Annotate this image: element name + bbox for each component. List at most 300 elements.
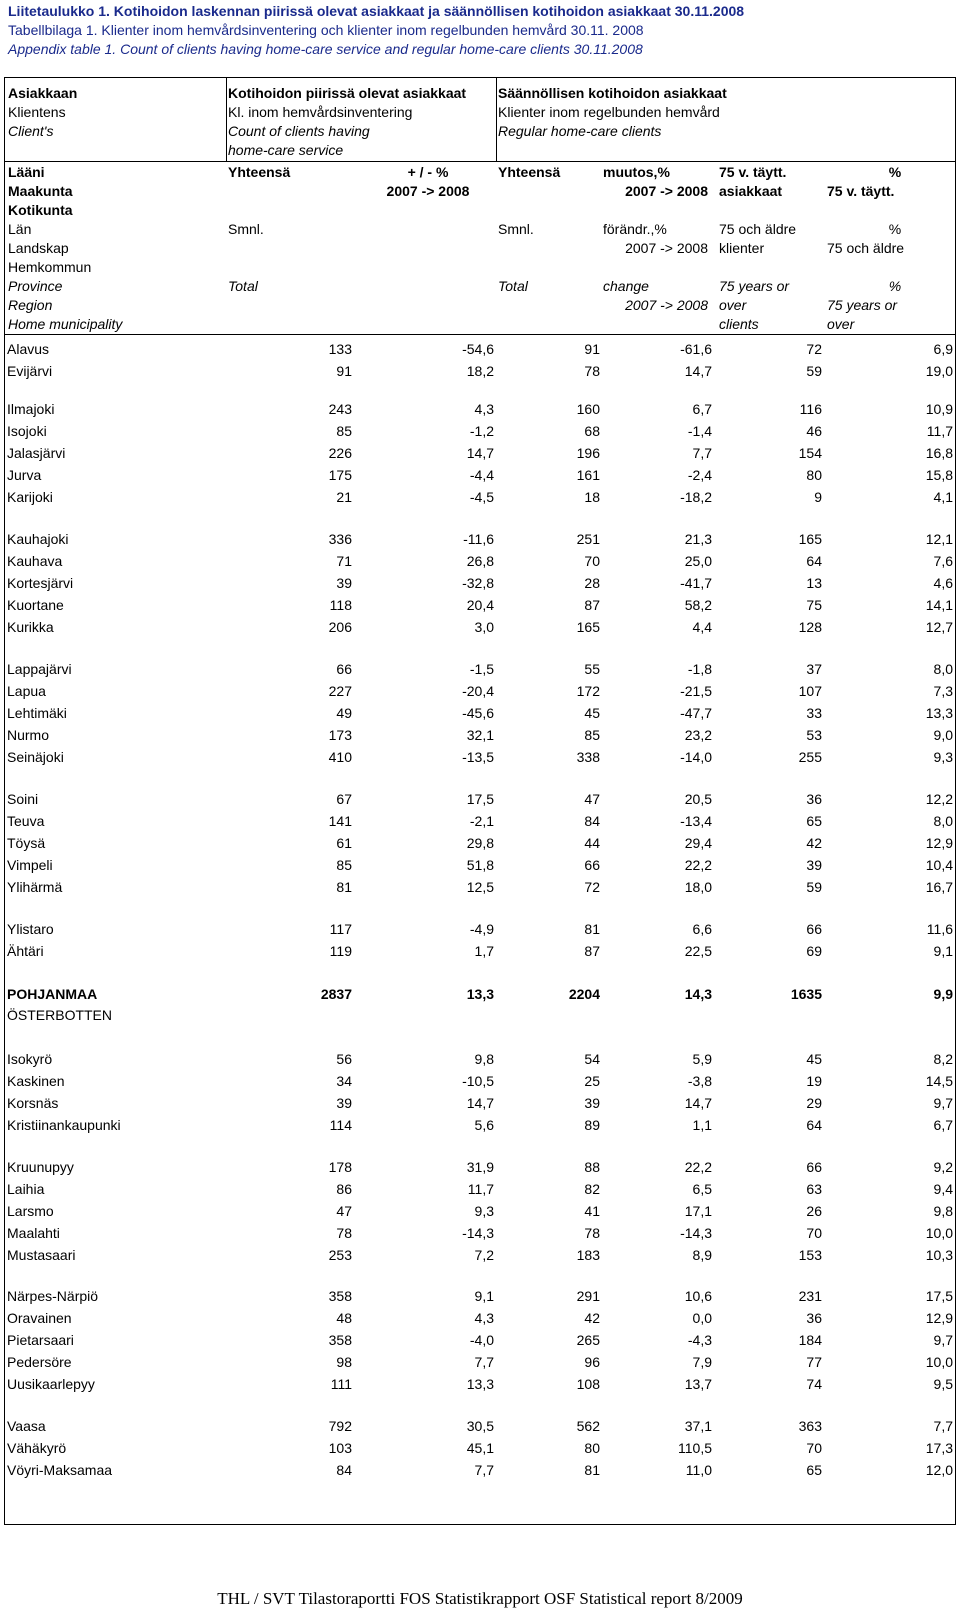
cell-over75-clients: 26 bbox=[806, 1203, 822, 1219]
cell-total-clients: 81 bbox=[336, 879, 352, 895]
cell-over75-clients: 65 bbox=[806, 813, 822, 829]
header-change2-fi1: muutos,% bbox=[603, 164, 670, 180]
municipality-name: Isokyrö bbox=[7, 1051, 53, 1067]
cell-change-pct: 11,7 bbox=[467, 1181, 494, 1197]
header-change2-en2: 2007 -> 2008 bbox=[625, 297, 708, 313]
cell-regular-change-pct: 25,0 bbox=[684, 553, 712, 569]
cell-regular-change-pct: 6,6 bbox=[692, 921, 712, 937]
cell-regular-total: 196 bbox=[576, 445, 600, 461]
title-finnish: Liitetaulukko 1. Kotihoidon laskennan piirissä olevat asiakkaat ja säännöllisen kotihoidon asiakkaat 30.11.2008 bbox=[8, 3, 745, 19]
header-total-en: Total bbox=[228, 278, 258, 294]
cell-change-pct: -4,4 bbox=[469, 467, 494, 483]
cell-regular-total: 45 bbox=[584, 705, 600, 721]
municipality-name: Isojoki bbox=[7, 423, 47, 439]
cell-change-pct: 4,3 bbox=[474, 1310, 494, 1326]
cell-over75-clients: 128 bbox=[798, 619, 822, 635]
header-change1-fi1: + / - % bbox=[407, 164, 449, 180]
title-english: Appendix table 1. Count of clients having home-care service and regular home-care clients 30.11.2008 bbox=[8, 41, 643, 57]
municipality-name: Korsnäs bbox=[7, 1095, 59, 1111]
table-row bbox=[4, 854, 956, 876]
header-change2-en1: change bbox=[603, 278, 649, 294]
cell-change-pct: -13,5 bbox=[462, 749, 494, 765]
cell-regular-change-pct: 5,9 bbox=[692, 1051, 712, 1067]
header-change1-fi2: 2007 -> 2008 bbox=[386, 183, 470, 199]
table-row bbox=[4, 1459, 956, 1481]
cell-regular-total: 338 bbox=[576, 749, 600, 765]
cell-regular-total: 47 bbox=[584, 791, 600, 807]
cell-regular-total: 96 bbox=[584, 1354, 600, 1370]
cell-over75-pct: 11,6 bbox=[926, 921, 953, 937]
cell-change-pct: -54,6 bbox=[462, 341, 494, 357]
cell-total-clients: 84 bbox=[336, 1462, 352, 1478]
cell-change-pct: 7,2 bbox=[474, 1247, 494, 1263]
cell-regular-total: 78 bbox=[584, 1225, 600, 1241]
cell-total-clients: 175 bbox=[328, 467, 352, 483]
cell-change-pct: 30,5 bbox=[466, 1418, 494, 1434]
cell-change-pct: 12,5 bbox=[466, 879, 494, 895]
title-swedish: Tabellbilaga 1. Klienter inom hemvårdsinventering och klienter inom regelbunden hemvård 30.11. 2008 bbox=[8, 22, 644, 38]
column-divider-1 bbox=[226, 77, 227, 161]
municipality-name: Uusikaarlepyy bbox=[7, 1376, 95, 1392]
cell-total-clients: 358 bbox=[328, 1332, 352, 1348]
header-over75-sv2: klienter bbox=[719, 240, 765, 256]
table-row bbox=[4, 572, 956, 594]
municipality-name: Ilmajoki bbox=[7, 401, 55, 417]
cell-regular-total: 87 bbox=[584, 597, 600, 613]
table-row bbox=[4, 1437, 956, 1459]
table-row bbox=[4, 360, 956, 382]
cell-over75-clients: 36 bbox=[806, 1310, 822, 1326]
cell-total-clients: 206 bbox=[328, 619, 352, 635]
cell-regular-change-pct: 37,1 bbox=[684, 1418, 712, 1434]
cell-regular-total: 68 bbox=[584, 423, 600, 439]
cell-regular-total: 89 bbox=[584, 1117, 600, 1133]
cell-over75-clients: 59 bbox=[806, 879, 822, 895]
cell-change-pct: 18,2 bbox=[466, 363, 494, 379]
cell-over75-pct: 8,2 bbox=[933, 1051, 953, 1067]
cell-over75-clients: 363 bbox=[798, 1418, 822, 1434]
municipality-name: Teuva bbox=[7, 813, 45, 829]
cell-regular-total: 183 bbox=[576, 1247, 600, 1263]
cell-over75-pct: 9,4 bbox=[933, 1181, 953, 1197]
cell-change-pct: -1,2 bbox=[469, 423, 494, 439]
cell-over75-pct: 7,3 bbox=[933, 683, 953, 699]
table-row bbox=[4, 724, 956, 746]
cell-regular-change-pct: -18,2 bbox=[680, 489, 712, 505]
header-over75-en3: clients bbox=[719, 316, 759, 332]
cell-regular-total: 44 bbox=[584, 835, 600, 851]
cell-regular-change-pct: 1,1 bbox=[692, 1117, 712, 1133]
cell-over75-clients: 154 bbox=[798, 445, 822, 461]
cell-over75-clients: 74 bbox=[806, 1376, 822, 1392]
cell-regular-change-pct: -41,7 bbox=[680, 575, 712, 591]
municipality-name: Jalasjärvi bbox=[7, 445, 66, 461]
cell-over75-pct: 17,3 bbox=[925, 1440, 953, 1456]
cell-over75-clients: 64 bbox=[806, 1117, 822, 1133]
cell-over75-clients: 9 bbox=[814, 489, 822, 505]
header-group2-fi: Säännöllisen kotihoidon asiakkaat bbox=[498, 85, 727, 101]
cell-change-pct: -45,6 bbox=[462, 705, 494, 721]
cell-over75-clients: 165 bbox=[798, 531, 822, 547]
cell-regular-change-pct: 4,4 bbox=[692, 619, 712, 635]
table-row bbox=[4, 528, 956, 550]
cell-regular-total: 72 bbox=[584, 879, 600, 895]
cell-over75-clients: 45 bbox=[806, 1051, 822, 1067]
municipality-name: Karijoki bbox=[7, 489, 53, 505]
municipality-name: Maalahti bbox=[7, 1225, 60, 1241]
header-level-sv1: Län bbox=[8, 221, 32, 237]
cell-regular-change-pct: 13,7 bbox=[684, 1376, 712, 1392]
cell-regular-change-pct: 110,5 bbox=[678, 1440, 712, 1456]
municipality-name: Kauhava bbox=[7, 553, 63, 569]
municipality-name: Ylistaro bbox=[7, 921, 54, 937]
cell-over75-pct: 15,8 bbox=[925, 467, 953, 483]
header-total-sv: Smnl. bbox=[228, 221, 264, 237]
header-level-fi2: Maakunta bbox=[8, 183, 73, 199]
cell-total-clients: 133 bbox=[328, 341, 352, 357]
table-row bbox=[4, 876, 956, 898]
cell-over75-pct: 7,7 bbox=[933, 1418, 953, 1434]
municipality-name: Pietarsaari bbox=[7, 1332, 74, 1348]
cell-change-pct: 13,3 bbox=[466, 986, 494, 1002]
cell-change-pct: 31,9 bbox=[466, 1159, 494, 1175]
cell-change-pct: -1,5 bbox=[469, 661, 494, 677]
cell-regular-change-pct: 18,0 bbox=[684, 879, 712, 895]
cell-regular-total: 251 bbox=[576, 531, 600, 547]
cell-over75-clients: 72 bbox=[806, 341, 822, 357]
cell-total-clients: 243 bbox=[328, 401, 352, 417]
municipality-name: Kruunupyy bbox=[7, 1159, 74, 1175]
table-row bbox=[4, 1156, 956, 1178]
table-row bbox=[4, 940, 956, 962]
municipality-name: Vöyri-Maksamaa bbox=[7, 1462, 113, 1478]
municipality-name: Närpes-Närpiö bbox=[7, 1288, 99, 1304]
cell-over75-pct: 17,5 bbox=[925, 1288, 953, 1304]
header-client-fi: Asiakkaan bbox=[8, 85, 78, 101]
cell-total-clients: 21 bbox=[336, 489, 352, 505]
cell-regular-total: 161 bbox=[576, 467, 600, 483]
cell-regular-change-pct: -14,0 bbox=[680, 749, 712, 765]
header-level-fi1: Lääni bbox=[8, 164, 45, 180]
municipality-name: Jurva bbox=[7, 467, 42, 483]
table-row bbox=[4, 550, 956, 572]
cell-change-pct: 5,6 bbox=[474, 1117, 494, 1133]
cell-regular-total: 42 bbox=[584, 1310, 600, 1326]
cell-over75-pct: 14,5 bbox=[925, 1073, 953, 1089]
cell-change-pct: -4,0 bbox=[469, 1332, 494, 1348]
header-client-en: Client's bbox=[8, 123, 54, 139]
cell-total-clients: 61 bbox=[336, 835, 352, 851]
table-row bbox=[4, 1178, 956, 1200]
header-pct-fi1: % bbox=[888, 164, 902, 180]
cell-regular-change-pct: -1,8 bbox=[687, 661, 712, 677]
municipality-name: Kurikka bbox=[7, 619, 54, 635]
cell-regular-change-pct: -2,4 bbox=[687, 467, 712, 483]
header-change2-fi2: 2007 -> 2008 bbox=[625, 183, 708, 199]
cell-over75-pct: 9,5 bbox=[933, 1376, 953, 1392]
cell-over75-clients: 13 bbox=[806, 575, 822, 591]
cell-total-clients: 56 bbox=[336, 1051, 352, 1067]
cell-total-clients: 2837 bbox=[320, 986, 352, 1002]
municipality-name: Nurmo bbox=[7, 727, 50, 743]
cell-regular-change-pct: 14,7 bbox=[684, 363, 712, 379]
cell-over75-clients: 65 bbox=[806, 1462, 822, 1478]
cell-total-clients: 173 bbox=[328, 727, 352, 743]
header-total-fi: Yhteensä bbox=[228, 164, 291, 180]
cell-over75-pct: 9,2 bbox=[933, 1159, 953, 1175]
table-row bbox=[4, 1373, 956, 1395]
cell-regular-change-pct: -1,4 bbox=[687, 423, 712, 439]
municipality-name: Soini bbox=[7, 791, 39, 807]
municipality-name: Lappajärvi bbox=[7, 661, 72, 677]
cell-over75-pct: 11,7 bbox=[926, 423, 953, 439]
table-row bbox=[4, 1200, 956, 1222]
header-change2-sv2: 2007 -> 2008 bbox=[625, 240, 708, 256]
cell-total-clients: 39 bbox=[336, 1095, 352, 1111]
table-row bbox=[4, 420, 956, 442]
cell-regular-change-pct: 22,2 bbox=[684, 1159, 712, 1175]
cell-over75-pct: 4,1 bbox=[933, 489, 953, 505]
cell-regular-total: 87 bbox=[584, 943, 600, 959]
table-row bbox=[4, 594, 956, 616]
municipality-name: Larsmo bbox=[7, 1203, 54, 1219]
municipality-name: Lapua bbox=[7, 683, 46, 699]
municipality-name: Kortesjärvi bbox=[7, 575, 74, 591]
cell-regular-total: 91 bbox=[584, 341, 600, 357]
cell-change-pct: -11,6 bbox=[463, 531, 494, 547]
cell-over75-pct: 10,9 bbox=[925, 401, 953, 417]
cell-over75-pct: 6,9 bbox=[933, 341, 953, 357]
cell-regular-change-pct: 6,5 bbox=[692, 1181, 712, 1197]
cell-total-clients: 98 bbox=[336, 1354, 352, 1370]
header-pct-en3: over bbox=[827, 316, 855, 332]
header-group1-en2: home-care service bbox=[228, 142, 344, 158]
cell-over75-clients: 39 bbox=[806, 857, 822, 873]
cell-regular-total: 25 bbox=[584, 1073, 600, 1089]
header-group2-en: Regular home-care clients bbox=[498, 123, 662, 139]
cell-regular-total: 28 bbox=[584, 575, 600, 591]
cell-regular-total: 81 bbox=[584, 1462, 600, 1478]
cell-over75-pct: 12,2 bbox=[925, 791, 953, 807]
municipality-name: Vähäkyrö bbox=[7, 1440, 67, 1456]
header-group2-sv: Klienter inom regelbunden hemvård bbox=[498, 104, 720, 120]
cell-total-clients: 336 bbox=[328, 531, 352, 547]
cell-over75-clients: 37 bbox=[806, 661, 822, 677]
table-row bbox=[4, 832, 956, 854]
cell-regular-total: 80 bbox=[584, 1440, 600, 1456]
cell-over75-pct: 10,3 bbox=[925, 1247, 953, 1263]
cell-total-clients: 253 bbox=[328, 1247, 352, 1263]
cell-over75-pct: 19,0 bbox=[925, 363, 953, 379]
cell-total-clients: 410 bbox=[328, 749, 352, 765]
cell-regular-change-pct: 21,3 bbox=[684, 531, 712, 547]
cell-over75-pct: 9,9 bbox=[933, 986, 953, 1002]
cell-change-pct: 9,1 bbox=[474, 1288, 494, 1304]
cell-over75-clients: 69 bbox=[806, 943, 822, 959]
cell-regular-total: 265 bbox=[576, 1332, 600, 1348]
cell-change-pct: 4,3 bbox=[474, 401, 494, 417]
table-row bbox=[4, 746, 956, 768]
municipality-name: Alavus bbox=[7, 341, 50, 357]
cell-regular-change-pct: 6,7 bbox=[692, 401, 712, 417]
cell-over75-clients: 153 bbox=[798, 1247, 822, 1263]
header-change2-sv1: förändr.,% bbox=[603, 221, 667, 237]
table-row bbox=[4, 464, 956, 486]
cell-regular-total: 85 bbox=[584, 727, 600, 743]
cell-over75-pct: 9,3 bbox=[933, 749, 953, 765]
cell-total-clients: 178 bbox=[328, 1159, 352, 1175]
cell-regular-change-pct: 23,2 bbox=[684, 727, 712, 743]
cell-regular-total: 172 bbox=[576, 683, 600, 699]
cell-total-clients: 119 bbox=[329, 943, 352, 959]
cell-total-clients: 86 bbox=[336, 1181, 352, 1197]
cell-regular-total: 78 bbox=[584, 363, 600, 379]
table-row bbox=[4, 1285, 956, 1307]
cell-regular-total: 160 bbox=[576, 401, 600, 417]
cell-over75-pct: 4,6 bbox=[933, 575, 953, 591]
column-divider-2 bbox=[496, 77, 497, 161]
table-row bbox=[4, 680, 956, 702]
cell-over75-clients: 184 bbox=[798, 1332, 822, 1348]
cell-regular-change-pct: 17,1 bbox=[684, 1203, 712, 1219]
cell-change-pct: 32,1 bbox=[466, 727, 494, 743]
cell-regular-total: 108 bbox=[576, 1376, 600, 1392]
cell-over75-pct: 9,8 bbox=[933, 1203, 953, 1219]
cell-over75-clients: 70 bbox=[806, 1440, 822, 1456]
cell-regular-change-pct: -14,3 bbox=[680, 1225, 712, 1241]
report-footer: THL / SVT Tilastoraportti FOS Statistikrapport OSF Statistical report 8/2009 bbox=[217, 1589, 743, 1608]
cell-regular-total: 55 bbox=[584, 661, 600, 677]
cell-total-clients: 227 bbox=[328, 683, 352, 699]
cell-regular-change-pct: 20,5 bbox=[684, 791, 712, 807]
municipality-name: Lehtimäki bbox=[7, 705, 67, 721]
cell-total-clients: 71 bbox=[336, 553, 352, 569]
cell-regular-total: 165 bbox=[576, 619, 600, 635]
cell-total-clients: 114 bbox=[329, 1117, 352, 1133]
cell-over75-clients: 107 bbox=[798, 683, 822, 699]
cell-over75-clients: 63 bbox=[806, 1181, 822, 1197]
cell-over75-pct: 12,1 bbox=[925, 531, 953, 547]
cell-over75-clients: 46 bbox=[806, 423, 822, 439]
municipality-name: Oravainen bbox=[7, 1310, 72, 1326]
cell-change-pct: 45,1 bbox=[466, 1440, 494, 1456]
cell-total-clients: 78 bbox=[336, 1225, 352, 1241]
cell-over75-clients: 53 bbox=[806, 727, 822, 743]
header-over75-en2: over bbox=[719, 297, 747, 313]
cell-over75-pct: 9,7 bbox=[933, 1332, 953, 1348]
cell-change-pct: 29,8 bbox=[466, 835, 494, 851]
cell-regular-total: 41 bbox=[584, 1203, 600, 1219]
cell-total-clients: 85 bbox=[336, 423, 352, 439]
header-pct-sv2: 75 och äldre bbox=[827, 240, 905, 256]
cell-regular-change-pct: -21,5 bbox=[680, 683, 712, 699]
cell-total-clients: 48 bbox=[336, 1310, 352, 1326]
header-group1-fi: Kotihoidon piirissä olevat asiakkaat bbox=[228, 85, 467, 101]
cell-over75-clients: 231 bbox=[798, 1288, 822, 1304]
cell-over75-clients: 116 bbox=[799, 401, 822, 417]
cell-regular-change-pct: 11,0 bbox=[685, 1462, 712, 1478]
municipality-name: Töysä bbox=[7, 835, 46, 851]
header-level-en3: Home municipality bbox=[8, 316, 123, 332]
table-row bbox=[4, 658, 956, 680]
cell-change-pct: 20,4 bbox=[466, 597, 494, 613]
cell-change-pct: -20,4 bbox=[462, 683, 494, 699]
cell-regular-change-pct: -3,8 bbox=[687, 1073, 712, 1089]
header-over75-fi2: asiakkaat bbox=[719, 183, 783, 199]
cell-over75-pct: 10,0 bbox=[925, 1354, 953, 1370]
header-level-sv2: Landskap bbox=[8, 240, 69, 256]
cell-regular-total: 18 bbox=[584, 489, 600, 505]
table-row bbox=[4, 616, 956, 638]
cell-change-pct: 51,8 bbox=[466, 857, 494, 873]
cell-over75-pct: 7,6 bbox=[933, 553, 953, 569]
cell-regular-total: 291 bbox=[576, 1288, 600, 1304]
table-row bbox=[4, 1307, 956, 1329]
cell-over75-pct: 16,8 bbox=[925, 445, 953, 461]
cell-total-clients: 117 bbox=[329, 921, 352, 937]
cell-regular-change-pct: -47,7 bbox=[680, 705, 712, 721]
cell-over75-clients: 77 bbox=[806, 1354, 822, 1370]
cell-total-clients: 118 bbox=[329, 597, 352, 613]
cell-total-clients: 34 bbox=[336, 1073, 352, 1089]
header-pct-en2: 75 years or bbox=[827, 297, 898, 313]
municipality-name: Kaskinen bbox=[7, 1073, 65, 1089]
cell-regular-change-pct: -4,3 bbox=[687, 1332, 712, 1348]
cell-over75-clients: 75 bbox=[806, 597, 822, 613]
table-row bbox=[4, 1351, 956, 1373]
table-row bbox=[4, 702, 956, 724]
cell-change-pct: 14,7 bbox=[466, 1095, 494, 1111]
table-row bbox=[4, 1048, 956, 1070]
cell-over75-pct: 6,7 bbox=[933, 1117, 953, 1133]
cell-change-pct: 3,0 bbox=[474, 619, 494, 635]
cell-over75-pct: 9,7 bbox=[933, 1095, 953, 1111]
table-row bbox=[4, 486, 956, 508]
cell-over75-pct: 9,1 bbox=[933, 943, 953, 959]
cell-over75-pct: 8,0 bbox=[933, 813, 953, 829]
municipality-name: Seinäjoki bbox=[7, 749, 64, 765]
cell-change-pct: -32,8 bbox=[462, 575, 494, 591]
cell-change-pct: 9,8 bbox=[474, 1051, 494, 1067]
cell-total-clients: 141 bbox=[328, 813, 352, 829]
cell-change-pct: 1,7 bbox=[474, 943, 494, 959]
cell-over75-pct: 12,9 bbox=[925, 835, 953, 851]
cell-over75-clients: 19 bbox=[806, 1073, 822, 1089]
cell-regular-total: 82 bbox=[584, 1181, 600, 1197]
cell-change-pct: 9,3 bbox=[474, 1203, 494, 1219]
cell-total-clients: 47 bbox=[336, 1203, 352, 1219]
cell-change-pct: -14,3 bbox=[462, 1225, 494, 1241]
municipality-name: Ähtäri bbox=[7, 943, 44, 959]
cell-change-pct: 7,7 bbox=[474, 1462, 494, 1478]
municipality-name: Evijärvi bbox=[7, 363, 53, 379]
cell-regular-change-pct: 7,9 bbox=[692, 1354, 712, 1370]
cell-regular-total: 70 bbox=[584, 553, 600, 569]
table-row bbox=[4, 1114, 956, 1136]
table-row bbox=[4, 1415, 956, 1437]
table-row-total bbox=[4, 983, 956, 1023]
cell-total-clients: 358 bbox=[328, 1288, 352, 1304]
table-row bbox=[4, 398, 956, 420]
cell-over75-pct: 12,7 bbox=[925, 619, 953, 635]
municipality-name: Vimpeli bbox=[7, 857, 53, 873]
municipality-name: Kristiinankaupunki bbox=[7, 1117, 121, 1133]
cell-total-clients: 103 bbox=[328, 1440, 352, 1456]
cell-total-clients: 111 bbox=[330, 1376, 352, 1392]
cell-regular-change-pct: 58,2 bbox=[684, 597, 712, 613]
cell-over75-clients: 66 bbox=[806, 1159, 822, 1175]
header-group1-en1: Count of clients having bbox=[228, 123, 370, 139]
